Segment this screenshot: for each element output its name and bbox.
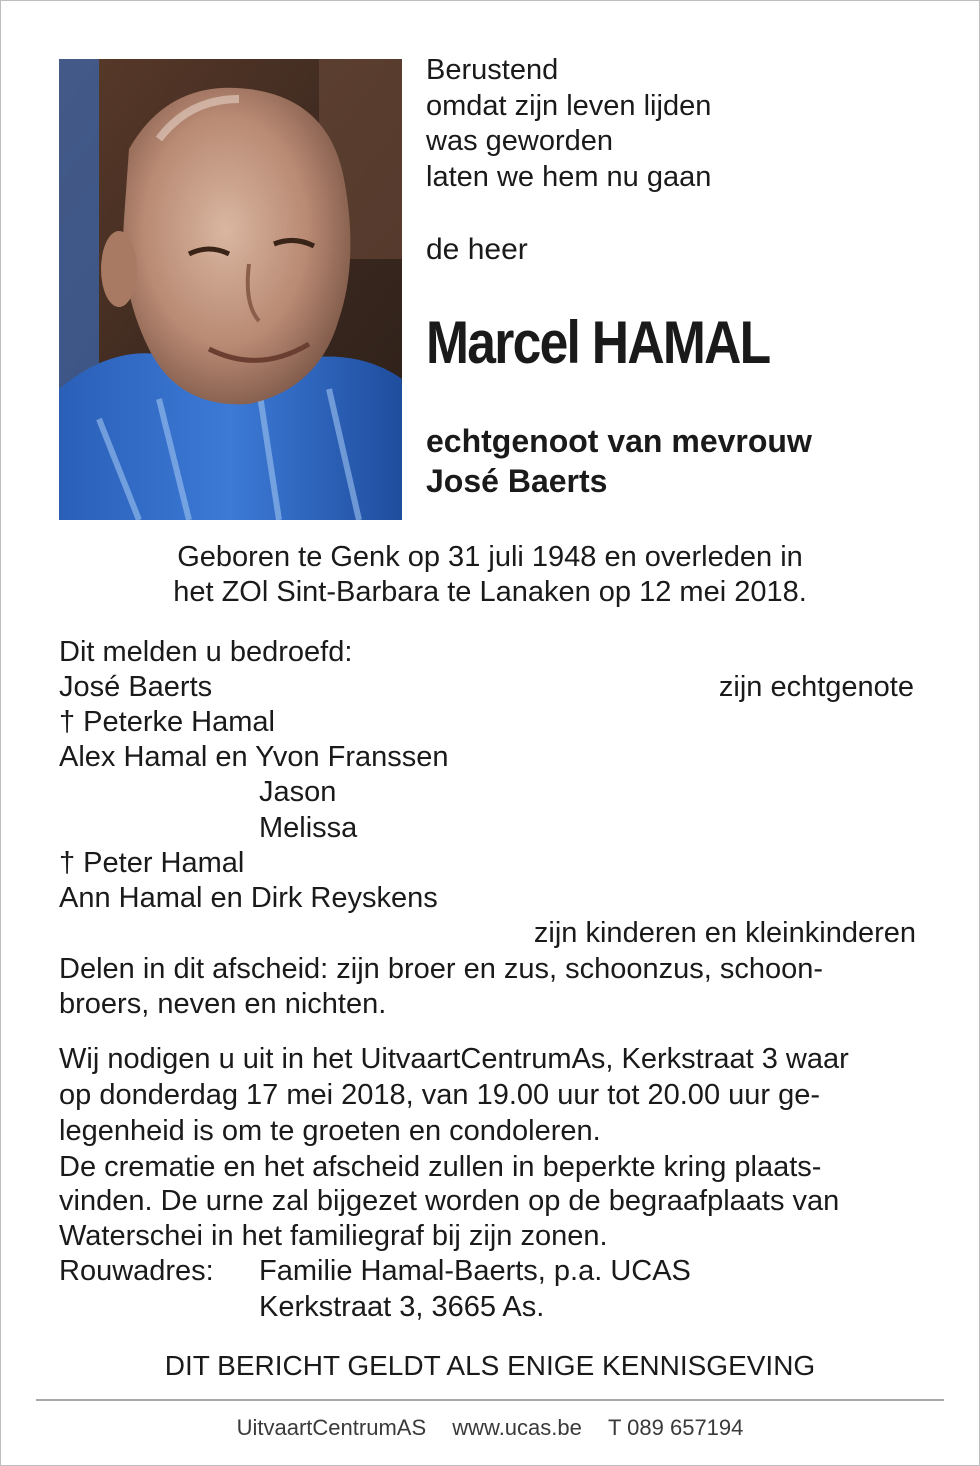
invitation-line: Waterschei in het familiegraf bij zijn zonen. xyxy=(59,1220,608,1252)
spouse-name: José Baerts xyxy=(426,463,608,499)
footer-phone: T 089 657194 xyxy=(608,1415,744,1440)
family-others: Delen in dit afscheid: zijn broer en zus, schoonzus, schoon- xyxy=(59,953,824,985)
invitation-line: De crematie en het afscheid zullen in beperkte kring plaats- xyxy=(59,1151,822,1183)
portrait-photo xyxy=(59,59,402,520)
family-member: † Peterke Hamal xyxy=(59,706,275,738)
invitation-line: op donderdag 17 mei 2018, van 19.00 uur tot 20.00 uur ge- xyxy=(59,1079,821,1111)
deceased-name: Marcel HAMAL xyxy=(426,309,770,376)
family-others: broers, neven en nichten. xyxy=(59,988,387,1020)
family-member: Alex Hamal en Yvon Franssen xyxy=(59,741,449,773)
spouse-line: echtgenoot van mevrouw xyxy=(426,423,812,459)
birth-line: het ZOl Sint-Barbara te Lanaken op 12 mei 2018. xyxy=(173,576,807,608)
poem-line: Berustend xyxy=(426,54,559,86)
family-member: Jason xyxy=(259,776,337,808)
birth-death-info xyxy=(0,540,980,610)
divider xyxy=(36,1399,944,1401)
invitation-line: Wij nodigen u uit in het UitvaartCentrumAs, Kerkstraat 3 waar xyxy=(59,1043,849,1075)
invitation-line: vinden. De urne zal bijgezet worden op de begraafplaats van xyxy=(59,1185,840,1217)
address-line: Familie Hamal-Baerts, p.a. UCAS xyxy=(259,1255,691,1287)
footer-website[interactable]: www.ucas.be xyxy=(452,1415,582,1440)
family-intro: Dit melden u bedroefd: xyxy=(59,636,353,668)
notice: DIT BERICHT GELDT ALS ENIGE KENNISGEVING xyxy=(164,1350,816,1381)
family-spouse-name: José Baerts xyxy=(59,671,213,703)
poem xyxy=(426,53,711,195)
address-label: Rouwadres: xyxy=(59,1255,214,1287)
family-member: † Peter Hamal xyxy=(59,847,245,879)
birth-line: Geboren te Genk op 31 juli 1948 en overleden in xyxy=(177,541,803,573)
poem-line: omdat zijn leven lijden xyxy=(426,89,712,122)
family-children-role: zijn kinderen en kleinkinderen xyxy=(533,917,916,949)
footer xyxy=(0,1410,980,1445)
family-spouse-role: zijn echtgenote xyxy=(718,671,914,703)
title-prefix: de heer xyxy=(426,233,528,266)
family-member: Melissa xyxy=(259,812,358,844)
poem-line: laten we hem nu gaan xyxy=(426,160,712,193)
poem-line: was geworden xyxy=(426,125,613,157)
spouse-info xyxy=(426,421,812,501)
family-member: Ann Hamal en Dirk Reyskens xyxy=(59,882,438,914)
footer-company: UitvaartCentrumAS xyxy=(236,1415,427,1440)
invitation-line: legenheid is om te groeten en condoleren. xyxy=(59,1115,601,1147)
address-line: Kerkstraat 3, 3665 As. xyxy=(259,1291,545,1323)
